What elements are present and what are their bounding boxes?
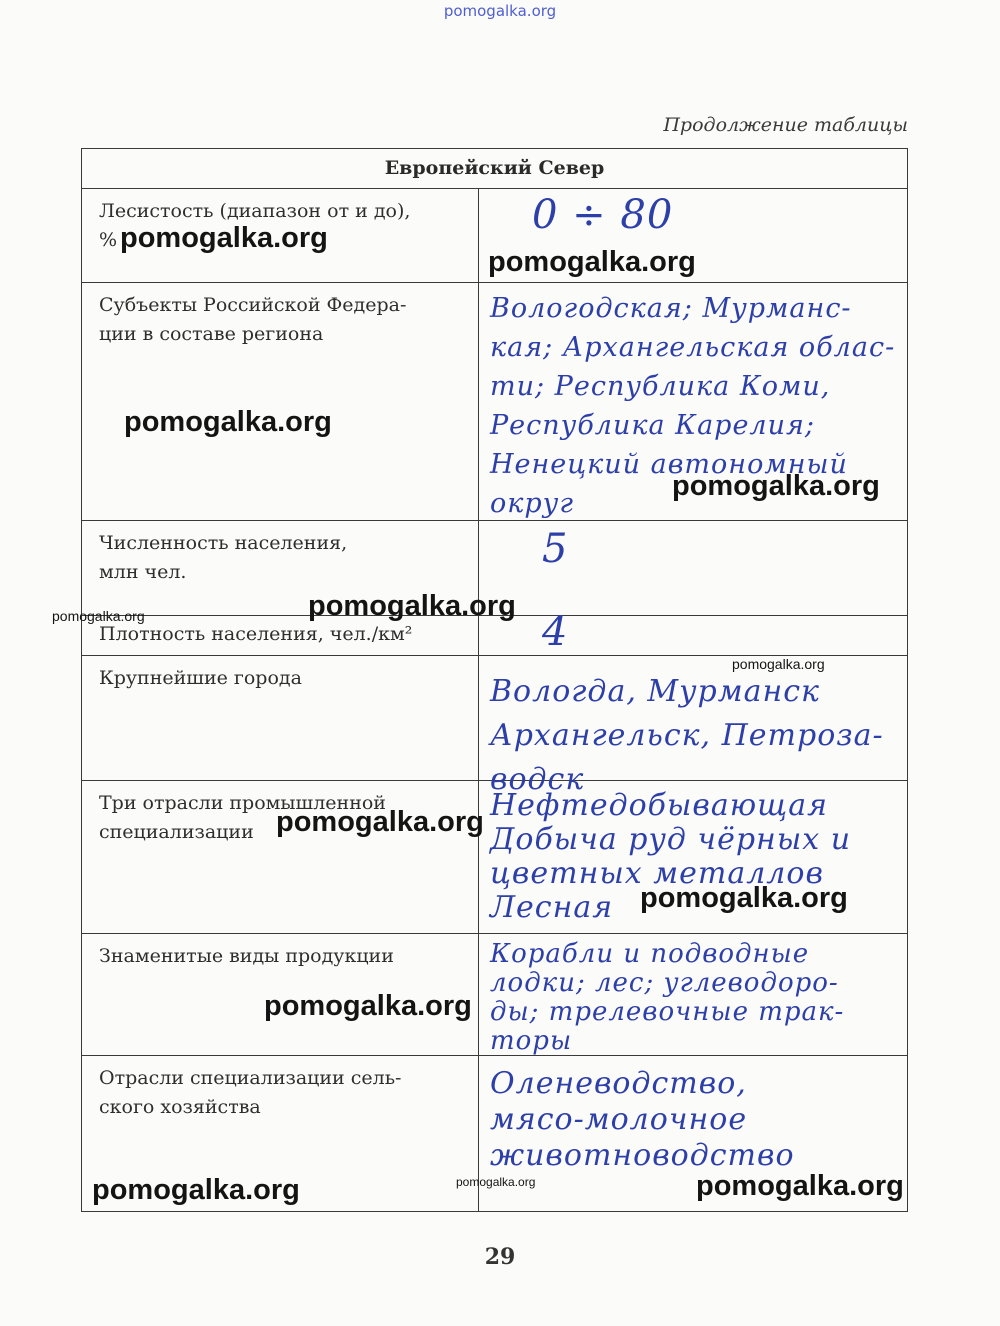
row-answer-agriculture: Оленеводство, мясо-молочное животноводство [490,1066,795,1173]
watermark: pomogalka.org [696,1170,904,1202]
row-answer-industry: Нефтедобывающая Добыча руд чёрных и цветных металлов Лесная [490,788,852,925]
watermark: pomogalka.org [52,608,145,624]
table-row [82,934,907,1056]
row-answer-largest-cities: Вологда, Мурманск Архангельск, Петроза- водск [490,674,884,797]
row-label-agriculture: Отрасли специализации сель- ского хозяйства [99,1067,402,1118]
watermark: pomogalka.org [308,590,516,622]
row-label-largest-cities: Крупнейшие города [99,667,302,689]
row-label-density: Плотность населения, чел./км² [99,623,413,645]
watermark: pomogalka.org [488,246,696,278]
table-header: Европейский Север [82,149,907,189]
watermark: pomogalka.org [92,1174,300,1206]
table-row [82,656,907,797]
row-label-forest-cover: Лесистость (диапазон от и до), % [99,200,411,251]
row-label-federal-subjects: Субъекты Российской Федера- ции в составе региона [99,294,407,345]
page-number: 29 [484,1244,516,1270]
watermark: pomogalka.org [124,406,332,438]
row-answer-federal-subjects: Вологодская; Мурманс- кая; Архангельская облас- ти; Республика Коми, Республика Карелия; Ненецкий автономный округ [490,293,896,519]
watermark: pomogalka.org [264,990,472,1022]
region-table [81,148,908,1212]
watermark: pomogalka.org [456,1175,536,1189]
watermark: pomogalka.org [276,806,484,838]
row-answer-population: 5 [542,526,569,572]
watermark: pomogalka.org [640,882,848,914]
row-answer-products: Корабли и подводные лодки; лес; углеводоро- ды; трелевочные трак- торы [490,939,845,1056]
row-answer-density: 4 [542,609,569,655]
watermark: pomogalka.org [672,470,880,502]
watermark: pomogalka.org [120,222,328,254]
row-label-population: Численность населения, млн чел. [99,532,348,583]
top-watermark: pomogalka.org [443,2,557,20]
continuation-caption: Продолжение таблицы [663,114,908,136]
watermark: pomogalka.org [732,656,825,672]
row-label-products: Знаменитые виды продукции [99,945,394,967]
row-label-industry: Три отрасли промышленной специализации [99,792,386,843]
row-answer-forest-cover: 0 ÷ 80 [532,192,674,238]
